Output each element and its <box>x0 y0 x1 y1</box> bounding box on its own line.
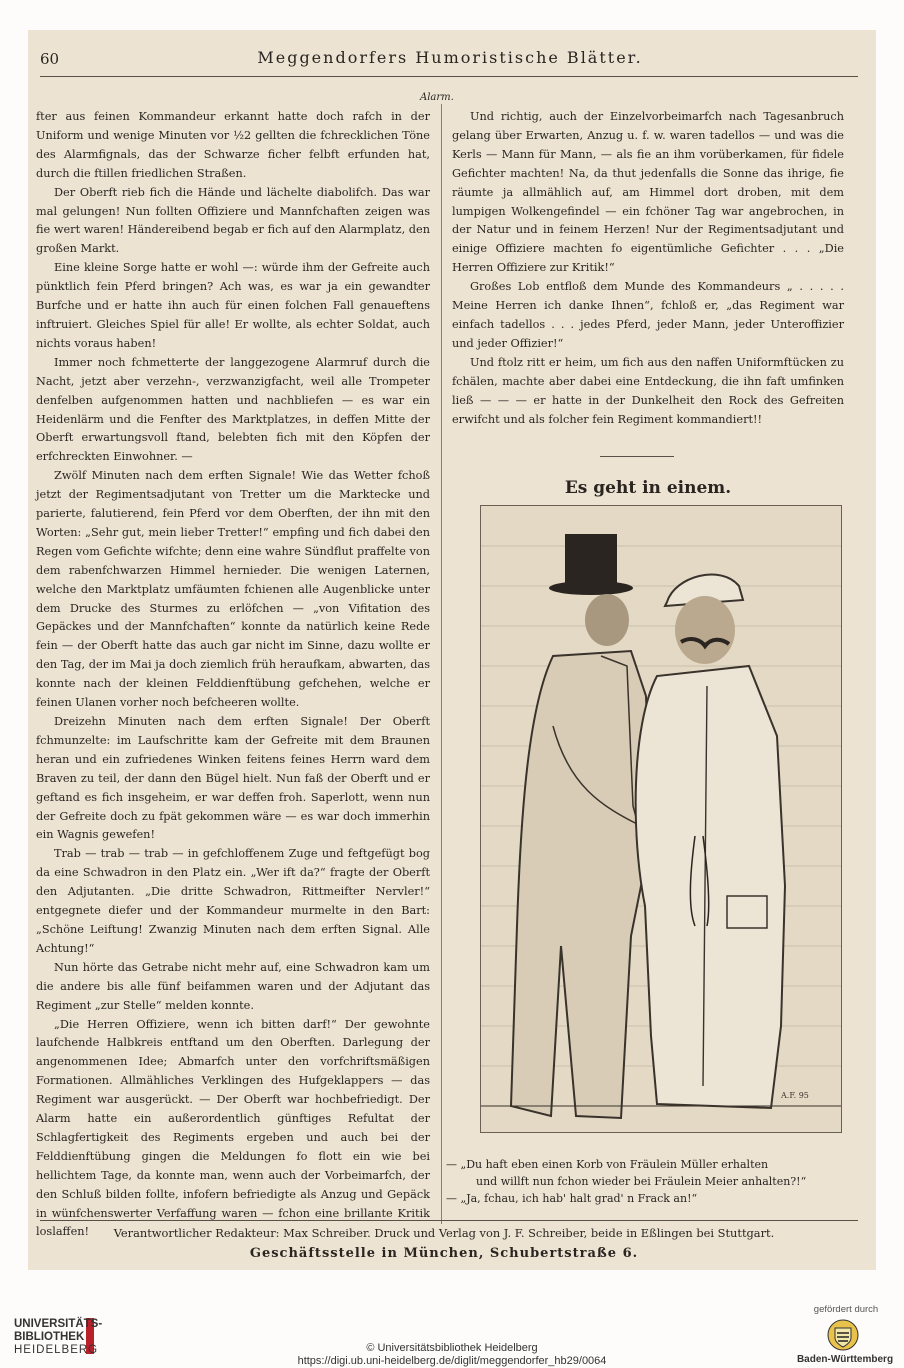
page-header <box>40 48 860 72</box>
right-column <box>452 108 844 429</box>
office-address: Geschäftsstelle in München, Schubertstraße 6. <box>249 1246 639 1261</box>
library-name-line: BIBLIOTHEK <box>14 1331 85 1343</box>
illustration <box>480 505 842 1133</box>
header-rule <box>40 76 858 77</box>
illustration-title: Es geht in einem. <box>564 478 732 498</box>
paragraph: Dreizehn Minuten nach dem erften Signale! Der Oberft fchmunzelte: im Laufschritte kam der Gefreite mit dem Braunen heran und ein zufriedenes Winken feitens feines Herrn ward dem Braven zu teil, der dann den Bügel hielt. Nun faß der Oberft und er geftand es fich insgeheim, er war deffen froh. Saperlott, wenn nun der Gefreite doch zu fpät gekommen wäre — es war doch immerhin ein Wagnis gewefen! <box>36 715 430 842</box>
state-emblem-icon <box>826 1318 860 1352</box>
footer-rule <box>40 1220 858 1221</box>
copyright-notice: © Universitätsbibliothek Heidelberg <box>366 1342 538 1354</box>
paragraph: Großes Lob entfloß dem Munde des Kommandeurs „ . . . . . Meine Herren ich danke Ihnen“, fchloß er, „das Regiment war einfach tadellos . . . jedes Pferd, jeder Mann, jeder Unteroffizier und jeder Offizier!“ <box>452 280 844 350</box>
paragraph: Zwölf Minuten nach dem erften Signale! Wie das Wetter fchoß jetzt der Regimentsadjutant von Tretter um die Marktecke und parierte, falutierend, fein Pferd vor dem Oberften, der ihn mit den Worten: „Sehr gut, mein lieber Tretter!“ empfing und fich dabei den Regen vom Gefichte wifchte; denn eine wahre Sündflut praffelte von dem rabenfchwarzen Himmel hernieder. Die wenigen Laternen, welche den Marktplatz umfäumten fchienen alle Augenblicke unter dem Drucke des Sturmes zu erlöfchen — „von Vifitation des Gepäckes und der Mannfchaften“ konnte da natürlich keine Rede fein — der Oberft hatte das auch gar nicht im Sinne, dazu wollte er den Tag, der im Mai ja doch ziemlich früh heraufkam, abwarten, das konnte nach der kleinen Felddienftübung gefchehen, welche er feinen Ulanen vorher noch befcheeren wollte. <box>36 469 430 710</box>
paragraph: fter aus feinen Kommandeur erkannt hatte doch rafch in der Uniform und wenige Minuten vor ½2 gellten die fchrecklichen Töne des Alarmfignals, das der Schwarze ficher felbft erfunden hat, durch die ftillen friedlichen Straßen. <box>36 110 430 180</box>
paragraph: Der Oberft rieb fich die Hände und lächelte diabolifch. Das war mal gelungen! Nun follten Offiziere und Mannfchaften zeigen was fie wert waren! Händereibend begab er fich auf den Alarmplatz, den großen Markt. <box>36 185 430 256</box>
funder-name: Baden-Württemberg <box>796 1354 894 1365</box>
journal-title: Meggendorfers Humoristische Blätter. <box>257 48 643 67</box>
paragraph: Immer noch fchmetterte der langgezogene Alarmruf durch die Nacht, jetzt aber verzehn-, verzwanzigfacht, weil alle Trompeter denfelben aufgenommen hatten und nachbliefen — es war ein Heidenlärm und die Fenfter des Marktplatzes, in deffen Mitte der Oberft erwartungsvoll ftand, belebten fich mit den Köpfen der erfchreckten Einwohner. — <box>36 355 430 464</box>
caption-line: — „Du haft eben einen Korb von Fräulein Müller erhalten <box>446 1158 769 1171</box>
funded-by-label: gefördert durch <box>813 1304 879 1315</box>
permalink-url[interactable]: https://digi.ub.uni-heidelberg.de/diglit/meggendorfer_hb29/0064 <box>297 1355 607 1367</box>
paragraph: Nun hörte das Getrabe nicht mehr auf, eine Schwadron kam um die andere bis alle fünf beifammen waren und der Adjutant das Regiment „zur Stelle“ melden konnte. <box>36 960 430 1012</box>
section-title: Alarm. <box>420 92 454 103</box>
section-divider <box>600 456 674 457</box>
artist-signature: A.F. 95 <box>781 1091 809 1100</box>
page-number: 60 <box>40 50 60 68</box>
caption-line: und willft nun fchon wieder bei Fräulein Meier anhalten?!“ <box>476 1175 807 1188</box>
paragraph: Und richtig, auch der Einzelvorbeimarfch nach Tagesanbruch gelang über Erwarten, Anzug u. f. w. waren tadellos — und was die Kerls — Mann für Mann, — als fie an ihm vorüberkamen, für fidele Gefichter machten! Na, da thut jedenfalls die Sonne das ihrige, fie räumte ja allmählich auf, am Himmel dort droben, mit dem lumpigen Wolkengefindel — ein fchöner Tag war angebrochen, in der Natur und in feinem Herzen! Nur der Regimentsadjutant und einige Offiziere machten fo eigentümliche Gefichter . . . „Die Herren Offiziere zur Kritik!“ <box>452 110 844 275</box>
column-divider <box>441 104 442 1224</box>
paragraph: Und ftolz ritt er heim, um fich aus den naffen Uniformftücken zu fchälen, machte aber dabei eine Entdeckung, die ihn faft umfinken ließ — — — er hatte in der Dunkelheit den Rock des Gefreiten erwifcht und als folcher fein Regiment kommandiert!! <box>452 355 844 426</box>
illustration-drawing <box>481 506 841 1132</box>
paragraph: Eine kleine Sorge hatte er wohl —: würde ihm der Gefreite auch pünktlich fein Pferd bringen? Ach was, es war ja ein gewandter Burfche und er hatte ihn auch für einen folchen Fall genaueftens inftruiert. Gleiches Spiel für alle! Er wollte, als echter Soldat, auch nichts voraus haben! <box>36 261 430 350</box>
library-name-line: HEIDELBERG <box>14 1344 99 1356</box>
paragraph: Trab — trab — trab — in gefchloffenem Zuge und feftgefügt bog da eine Schwadron in den Platz ein. „Wer ift da?“ fragte der Oberft den Adjutanten. „Die dritte Schwadron, Rittmeifter Nervler!“ entgegnete diefer und der Kommandeur murmelte in den Bart: „Schöne Leiftung! Zwanzig Minuten nach dem erften Signal. Alle Achtung!“ <box>36 847 430 955</box>
imprint: Verantwortlicher Redakteur: Max Schreiber. Druck und Verlag von J. F. Schreiber, beide in Eßlingen bei Stuttgart. <box>113 1226 775 1240</box>
paragraph: „Die Herren Offiziere, wenn ich bitten darf!“ Der gewohnte laufchende Halbkreis entftand um den Oberften. Darlegung der angenommenen Idee; Abmarfch unter den vorfchriftsmäßigen Formationen. Allmähliches Verklingen des Hufgeklappers — das Regiment war ausgerückt. — Der Oberft war hochbefriedigt. Der Alarm hatte ein außerordentlich günftiges Refultat der Schlagfertigkeit des Regiments ergeben und auch bei der Felddienftübung gingen die Meldungen fo flott ein wie bei hellichtem Tage, da konnte man, wenn auch der Vorbeimarfch, der den Schluß bilden follte, infofern befriedigte als Anzug und Gepäck in wünfchenswerter Verfaffung waren — fchon eine brillante Kritik loslaffen! <box>36 1017 430 1239</box>
left-column <box>36 108 430 1242</box>
illustration-caption <box>446 1156 846 1207</box>
caption-line: — „Ja, fchau, ich hab' halt grad' n Frack an!“ <box>446 1192 698 1205</box>
library-name-line: UNIVERSITÄTS- <box>14 1318 103 1330</box>
